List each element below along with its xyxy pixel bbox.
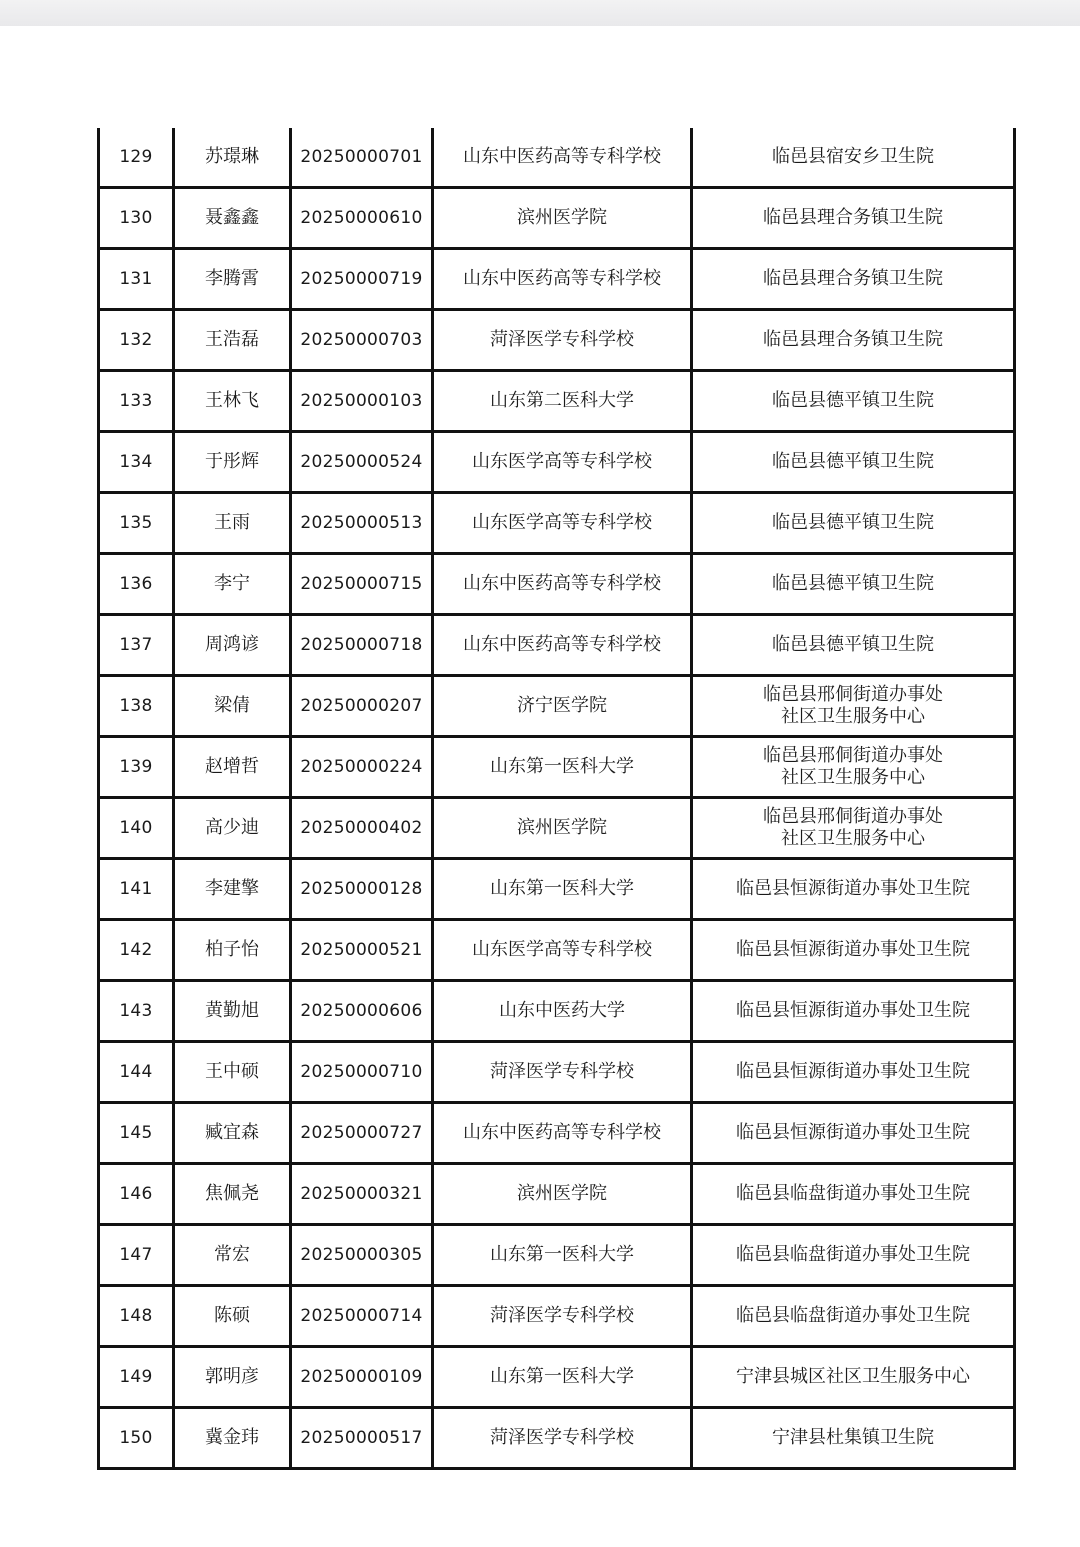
cell-unit: 临邑县恒源街道办事处卫生院: [692, 1103, 1015, 1164]
table-row: [99, 676, 1015, 737]
cell-name: 柏子怡: [174, 920, 291, 981]
cell-number: 140: [99, 798, 174, 859]
table-row: [99, 310, 1015, 371]
cell-unit: 临邑县恒源街道办事处卫生院: [692, 920, 1015, 981]
cell-name: 郭明彦: [174, 1347, 291, 1408]
cell-number: 150: [99, 1408, 174, 1469]
cell-number: 138: [99, 676, 174, 737]
cell-number: 147: [99, 1225, 174, 1286]
cell-number: 141: [99, 859, 174, 920]
cell-unit: 宁津县城区社区卫生服务中心: [692, 1347, 1015, 1408]
cell-unit: 临邑县恒源街道办事处卫生院: [692, 1042, 1015, 1103]
cell-name: 陈硕: [174, 1286, 291, 1347]
table-row: [99, 1103, 1015, 1164]
cell-number: 136: [99, 554, 174, 615]
cell-school: 滨州医学院: [433, 1164, 692, 1225]
cell-unit: 临邑县邢侗街道办事处 社区卫生服务中心: [692, 676, 1015, 737]
table-row: [99, 737, 1015, 798]
cell-unit: 临邑县临盘街道办事处卫生院: [692, 1225, 1015, 1286]
cell-id: 20250000718: [291, 615, 433, 676]
cell-id: 20250000524: [291, 432, 433, 493]
cell-name: 李腾霄: [174, 249, 291, 310]
cell-unit: 临邑县德平镇卫生院: [692, 615, 1015, 676]
table-body: [99, 128, 1015, 1469]
cell-number: 135: [99, 493, 174, 554]
cell-name: 赵增哲: [174, 737, 291, 798]
cell-number: 144: [99, 1042, 174, 1103]
cell-id: 20250000719: [291, 249, 433, 310]
table-row: [99, 188, 1015, 249]
cell-unit: 宁津县杜集镇卫生院: [692, 1408, 1015, 1469]
cell-name: 冀金玮: [174, 1408, 291, 1469]
cell-unit: 临邑县理合务镇卫生院: [692, 310, 1015, 371]
cell-name: 高少迪: [174, 798, 291, 859]
cell-id: 20250000521: [291, 920, 433, 981]
cell-number: 149: [99, 1347, 174, 1408]
cell-unit: 临邑县德平镇卫生院: [692, 371, 1015, 432]
table-row: [99, 249, 1015, 310]
cell-unit: 临邑县临盘街道办事处卫生院: [692, 1286, 1015, 1347]
cell-id: 20250000610: [291, 188, 433, 249]
cell-number: 137: [99, 615, 174, 676]
table-row: [99, 920, 1015, 981]
cell-number: 143: [99, 981, 174, 1042]
cell-name: 李建擎: [174, 859, 291, 920]
cell-id: 20250000109: [291, 1347, 433, 1408]
cell-unit: 临邑县德平镇卫生院: [692, 493, 1015, 554]
cell-id: 20250000701: [291, 128, 433, 188]
cell-name: 王中硕: [174, 1042, 291, 1103]
cell-number: 145: [99, 1103, 174, 1164]
cell-number: 131: [99, 249, 174, 310]
cell-unit: 临邑县恒源街道办事处卫生院: [692, 859, 1015, 920]
cell-school: 山东医学高等专科学校: [433, 920, 692, 981]
cell-name: 臧宜森: [174, 1103, 291, 1164]
cell-name: 苏璟琳: [174, 128, 291, 188]
results-table: [97, 128, 1016, 1470]
cell-id: 20250000207: [291, 676, 433, 737]
cell-name: 聂鑫鑫: [174, 188, 291, 249]
cell-id: 20250000714: [291, 1286, 433, 1347]
cell-name: 王雨: [174, 493, 291, 554]
cell-id: 20250000715: [291, 554, 433, 615]
table-row: [99, 128, 1015, 188]
cell-school: 滨州医学院: [433, 188, 692, 249]
cell-name: 王林飞: [174, 371, 291, 432]
cell-name: 焦佩尧: [174, 1164, 291, 1225]
cell-number: 134: [99, 432, 174, 493]
cell-number: 133: [99, 371, 174, 432]
cell-name: 李宁: [174, 554, 291, 615]
cell-id: 20250000402: [291, 798, 433, 859]
table-row: [99, 859, 1015, 920]
cell-unit: 临邑县邢侗街道办事处 社区卫生服务中心: [692, 798, 1015, 859]
table-row: [99, 1286, 1015, 1347]
table-row: [99, 615, 1015, 676]
cell-id: 20250000103: [291, 371, 433, 432]
results-table-wrapper: [97, 128, 1013, 1470]
cell-id: 20250000224: [291, 737, 433, 798]
table-row: [99, 798, 1015, 859]
table-row: [99, 1042, 1015, 1103]
cell-school: 山东中医药高等专科学校: [433, 128, 692, 188]
cell-unit: 临邑县邢侗街道办事处 社区卫生服务中心: [692, 737, 1015, 798]
cell-number: 130: [99, 188, 174, 249]
cell-unit: 临邑县德平镇卫生院: [692, 554, 1015, 615]
cell-id: 20250000727: [291, 1103, 433, 1164]
cell-name: 常宏: [174, 1225, 291, 1286]
cell-school: 滨州医学院: [433, 798, 692, 859]
cell-unit: 临邑县理合务镇卫生院: [692, 188, 1015, 249]
table-row: [99, 981, 1015, 1042]
cell-name: 于彤辉: [174, 432, 291, 493]
cell-school: 菏泽医学专科学校: [433, 1408, 692, 1469]
cell-school: 山东中医药高等专科学校: [433, 615, 692, 676]
table-row: [99, 371, 1015, 432]
table-row: [99, 493, 1015, 554]
cell-name: 周鸿谚: [174, 615, 291, 676]
cell-id: 20250000513: [291, 493, 433, 554]
cell-name: 王浩磊: [174, 310, 291, 371]
cell-school: 菏泽医学专科学校: [433, 310, 692, 371]
cell-unit: 临邑县理合务镇卫生院: [692, 249, 1015, 310]
cell-unit: 临邑县临盘街道办事处卫生院: [692, 1164, 1015, 1225]
cell-id: 20250000128: [291, 859, 433, 920]
cell-school: 菏泽医学专科学校: [433, 1286, 692, 1347]
table-row: [99, 1347, 1015, 1408]
cell-number: 132: [99, 310, 174, 371]
cell-school: 山东中医药高等专科学校: [433, 249, 692, 310]
table-row: [99, 1225, 1015, 1286]
table-row: [99, 1164, 1015, 1225]
table-row: [99, 432, 1015, 493]
cell-id: 20250000703: [291, 310, 433, 371]
cell-id: 20250000321: [291, 1164, 433, 1225]
cell-number: 139: [99, 737, 174, 798]
cell-school: 山东第二医科大学: [433, 371, 692, 432]
cell-school: 山东第一医科大学: [433, 737, 692, 798]
table-row: [99, 554, 1015, 615]
top-strip: [0, 0, 1080, 26]
table-row: [99, 1408, 1015, 1469]
cell-school: 山东中医药高等专科学校: [433, 554, 692, 615]
cell-id: 20250000606: [291, 981, 433, 1042]
cell-school: 山东第一医科大学: [433, 1347, 692, 1408]
cell-id: 20250000305: [291, 1225, 433, 1286]
cell-school: 山东医学高等专科学校: [433, 432, 692, 493]
cell-number: 129: [99, 128, 174, 188]
cell-school: 济宁医学院: [433, 676, 692, 737]
cell-name: 黄勤旭: [174, 981, 291, 1042]
cell-unit: 临邑县宿安乡卫生院: [692, 128, 1015, 188]
cell-school: 菏泽医学专科学校: [433, 1042, 692, 1103]
cell-unit: 临邑县恒源街道办事处卫生院: [692, 981, 1015, 1042]
cell-id: 20250000710: [291, 1042, 433, 1103]
cell-id: 20250000517: [291, 1408, 433, 1469]
cell-school: 山东中医药高等专科学校: [433, 1103, 692, 1164]
cell-number: 148: [99, 1286, 174, 1347]
cell-school: 山东第一医科大学: [433, 859, 692, 920]
cell-school: 山东中医药大学: [433, 981, 692, 1042]
cell-name: 梁倩: [174, 676, 291, 737]
cell-unit: 临邑县德平镇卫生院: [692, 432, 1015, 493]
cell-number: 146: [99, 1164, 174, 1225]
cell-number: 142: [99, 920, 174, 981]
cell-school: 山东第一医科大学: [433, 1225, 692, 1286]
cell-school: 山东医学高等专科学校: [433, 493, 692, 554]
